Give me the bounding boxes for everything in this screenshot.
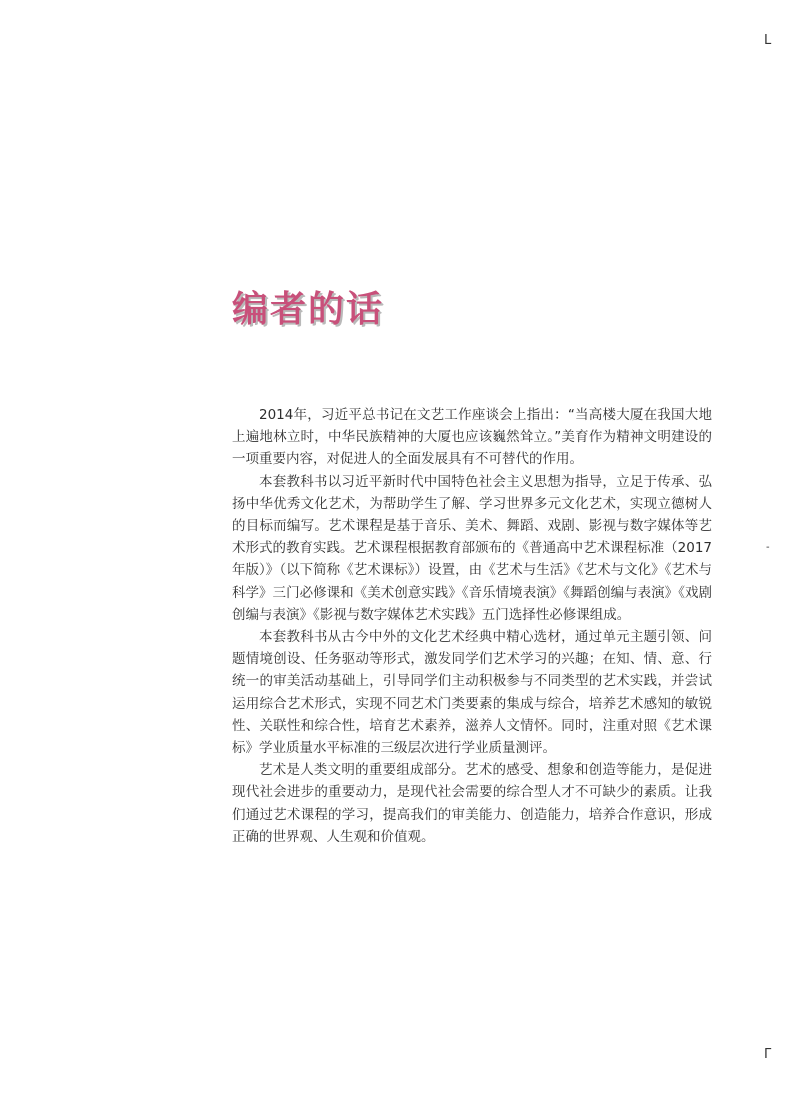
- paragraph-textbook-method: 本套教科书从古今中外的文化艺术经典中精心选材，通过单元主题引领、问题情境创设、任务驱动等形式，激发同学们艺术学习的兴趣；在知、情、意、行统一的审美活动基础上，引导同学们主动积极参与不同类型的艺术实践，并尝试运用综合艺术形式，实现不同艺术门类要素的集成与综合，培养艺术感知的敏锐性、关联性和综合性，培育艺术素养，滋养人文情怀。同时，注重对照《艺术课标》学业质量水平标准的三级层次进行学业质量测评。: [232, 629, 712, 757]
- page-title: 编者的话: [232, 289, 385, 330]
- crop-mark-middle: -: [766, 542, 770, 553]
- body-text: [232, 404, 712, 848]
- paragraph-intro: 2014年，习近平总书记在文艺工作座谈会上指出：“当高楼大厦在我国大地上遍地林立时，中华民族精神的大厦也应该巍然耸立。”美育作为精神文明建设的一项重要内容，对促进人的全面发展具有不可替代的作用。: [232, 407, 712, 468]
- crop-mark-top: L: [764, 33, 772, 48]
- paragraph-textbook-purpose: 本套教科书以习近平新时代中国特色社会主义思想为指导，立足于传承、弘扬中华优秀文化艺术，为帮助学生了解、学习世界多元文化艺术，实现立德树人的目标而编写。艺术课程是基于音乐、美术、舞蹈、戏剧、影视与数字媒体等艺术形式的教育实践。艺术课程根据教育部颁布的《普通高中艺术课程标准（2017年版）》（以下简称《艺术课标》）设置，由《艺术与生活》《艺术与文化》《艺术与科学》三门必修课和《美术创意实践》《音乐情境表演》《舞蹈创编与表演》《戏剧创编与表演》《影视与数字媒体艺术实践》五门选择性必修课组成。: [232, 473, 712, 623]
- paragraph-conclusion: 艺术是人类文明的重要组成部分。艺术的感受、想象和创造等能力，是促进现代社会进步的重要动力，是现代社会需要的综合型人才不可缺少的素质。让我们通过艺术课程的学习，提高我们的审美能力、创造能力，培养合作意识，形成正确的世界观、人生观和价值观。: [232, 762, 712, 845]
- crop-mark-bottom: Γ: [764, 1047, 772, 1062]
